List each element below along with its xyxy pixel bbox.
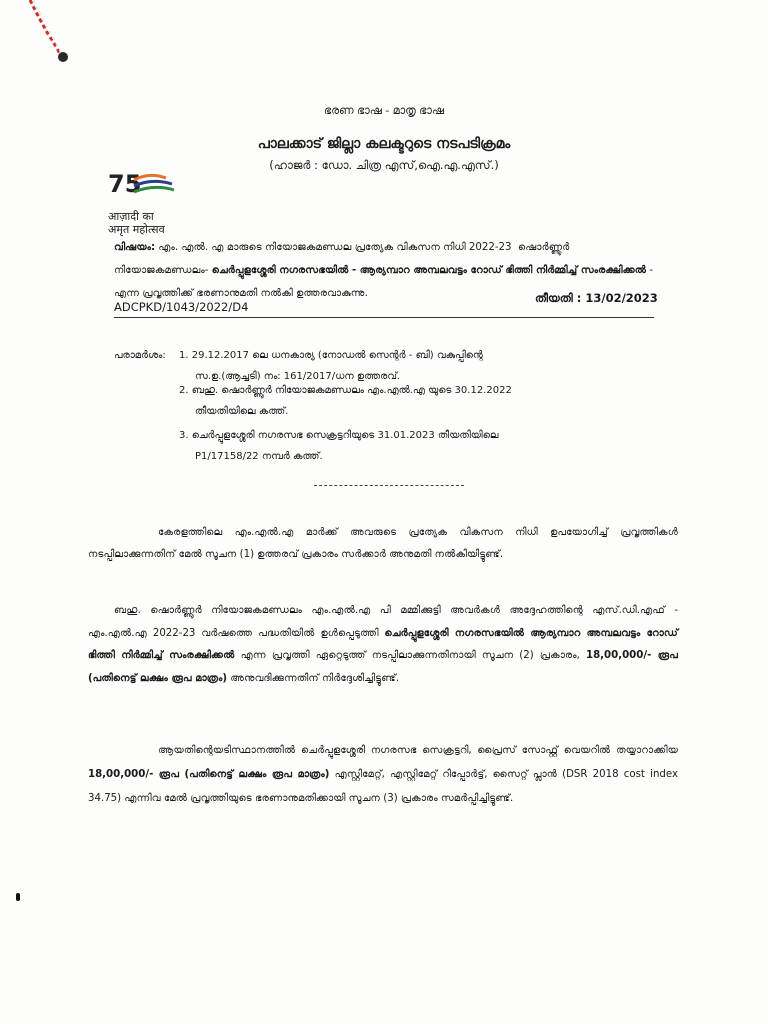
references-block [114,345,654,471]
subject-work-name: ചെർപ്പുളശ്ശേരി നഗരസഭയിൽ - ആര്യമ്പാറ അമ്പലവട്ടം റോഡ് ഭിത്തി നിർമ്മിച്ച് സംരക്ഷിക്കൽ [211,265,647,276]
subject-label: വിഷയം: [114,242,156,253]
subject-text-a: എം. എൽ. എ മാരുടെ നിയോജകമണ്ഡല പ്രത്യേക വികസന നിധി 2022-23 ‌ ഷൊർണ്ണൂർ നിയോജകമണ്ഡലം- [114,242,570,276]
para3-a: ആയതിന്റെയടിസ്ഥാനത്തിൽ ചെർപ്പുളശ്ശേരി നഗരസഭ സെക്രട്ടറി, പ്രൈസ് സോഫ്റ്റ് വെയറിൽ തയ്യാറാക്കിയ [158,745,678,756]
office-title: പാലക്കാട് ജില്ലാ കലക്ടറുടെ നടപടിക്രമം [257,136,511,152]
azadi-emblem [104,166,186,236]
language-line: ഭരണ ഭാഷ - മാതൃ ഭാഷ [324,104,444,117]
presence-line: (ഹാജർ : ഡോ. ചിത്ര എസ്,ഐ.എ.എസ്.) [269,158,499,172]
file-reference: ADCPKD/1043/2022/D4 [114,300,249,314]
dashed-separator [314,485,464,486]
paragraph-1: കേരളത്തിലെ എം.എൽ.എ മാർക്ക് അവരുടെ പ്രത്യേക വികസന നിധി ഉപയോഗിച്ച് പ്രവൃത്തികൾ നടപ്പിലാക്കുന്നതിന് മേൽ സൂചന (1) ഉത്തരവ് പ്രകാരം സർക്കാർ അനുമതി നൽകിയിട്ടുണ്ട്. [88,527,678,560]
reference-item: തീയതിയിലെ കത്ത്. [195,406,289,417]
divider-line [114,317,654,318]
reference-item: 3. ചെർപ്പുളശ്ശേരി നഗരസഭ സെക്രട്ടറിയുടെ 31.01.2023 തീയതിയിലെ [179,430,499,441]
para3-amount: 18,00,000/- രൂപ (പതിനെട്ട് ലക്ഷം രൂപ മാത്രം) [88,769,330,780]
emblem-number: 75 [108,170,142,198]
para3-c: എസ്റ്റിമേറ്റ്, എസ്റ്റിമേറ്റ് റിപ്പോർട്ട്, സൈറ്റ് പ്ലാൻ (DSR 2018 cost index 34.75) എന്നിവ മേൽ പ്രവൃത്തിയുടെ ഭരണാനുമതിക്കായി സൂചന (3) പ്രകാരം സമർപ്പിച്ചിട്ടുണ്ട്. [88,769,678,804]
azadi-logo-icon [104,166,186,206]
reference-item: 2. ബഹു. ഷൊർണ്ണൂർ നിയോജകമണ്ഡലം എം.എൽ.എ യുടെ 30.12.2022 [179,385,512,396]
punch-mark [16,893,20,901]
para2-c: എന്ന പ്രവൃത്തി ഏറ്റെടുത്ത് നടപ്പിലാക്കുന്നതിനായി സൂചന (2) പ്രകാരം, [234,650,586,661]
emblem-line1: आज़ादी का [108,210,154,223]
paragraph-3 [88,739,678,811]
references-label: പരാമർശം: [114,350,166,361]
paragraph-2 [88,600,678,690]
para2-work-name: ചെർപ്പുളശ്ശേരി നഗരസഭയിൽ ആര്യമ്പാറ അമ്പലവട്ടം റോഡ് ഭിത്തി നിർമ്മിച്ച് സംരക്ഷിക്കൽ [88,627,678,661]
para2-amount: 18,00,000/- രൂപ (പതിനെട്ട് ലക്ഷം രൂപ മാത്രം) [88,650,678,684]
para2-a: ബഹു. ഷൊർണ്ണൂർ നിയോജകമണ്ഡലം എം.എൽ.എ പി മമ്മിക്കുട്ടി അവർകൾ അദ്ദേഹത്തിന്റെ എസ്.ഡി.എഫ് - എം.എൽ.എ 2022-23 വർഷത്തെ പദ്ധതിയിൽ ഉൾപ്പെടുത്തി [88,605,678,639]
reference-item: 1. 29.12.2017 ലെ ധനകാര്യ (നോഡൽ സെന്റർ - ബി) വകുപ്പിന്റെ [179,350,483,361]
para2-e: അനുവദിക്കുന്നതിന് നിർദ്ദേശിച്ചിട്ടുണ്ട്. [227,672,400,684]
order-date: തീയതി : 13/02/2023 [535,291,658,305]
subject-text-c: - എന്ന പ്രവൃത്തിക്ക് ഭരണാനുമതി നൽകി ഉത്തരവാകുന്നു. [114,265,653,299]
binding-thread [0,0,80,70]
emblem-line2: अमृत महोत्सव [108,223,165,236]
reference-item: സ.ഉ.(ആച്ചടി) നം: 161/2017/ധന ഉത്തരവ്. [195,371,401,382]
reference-item: P1/17158/22 നമ്പർ കത്ത്. [195,451,323,462]
